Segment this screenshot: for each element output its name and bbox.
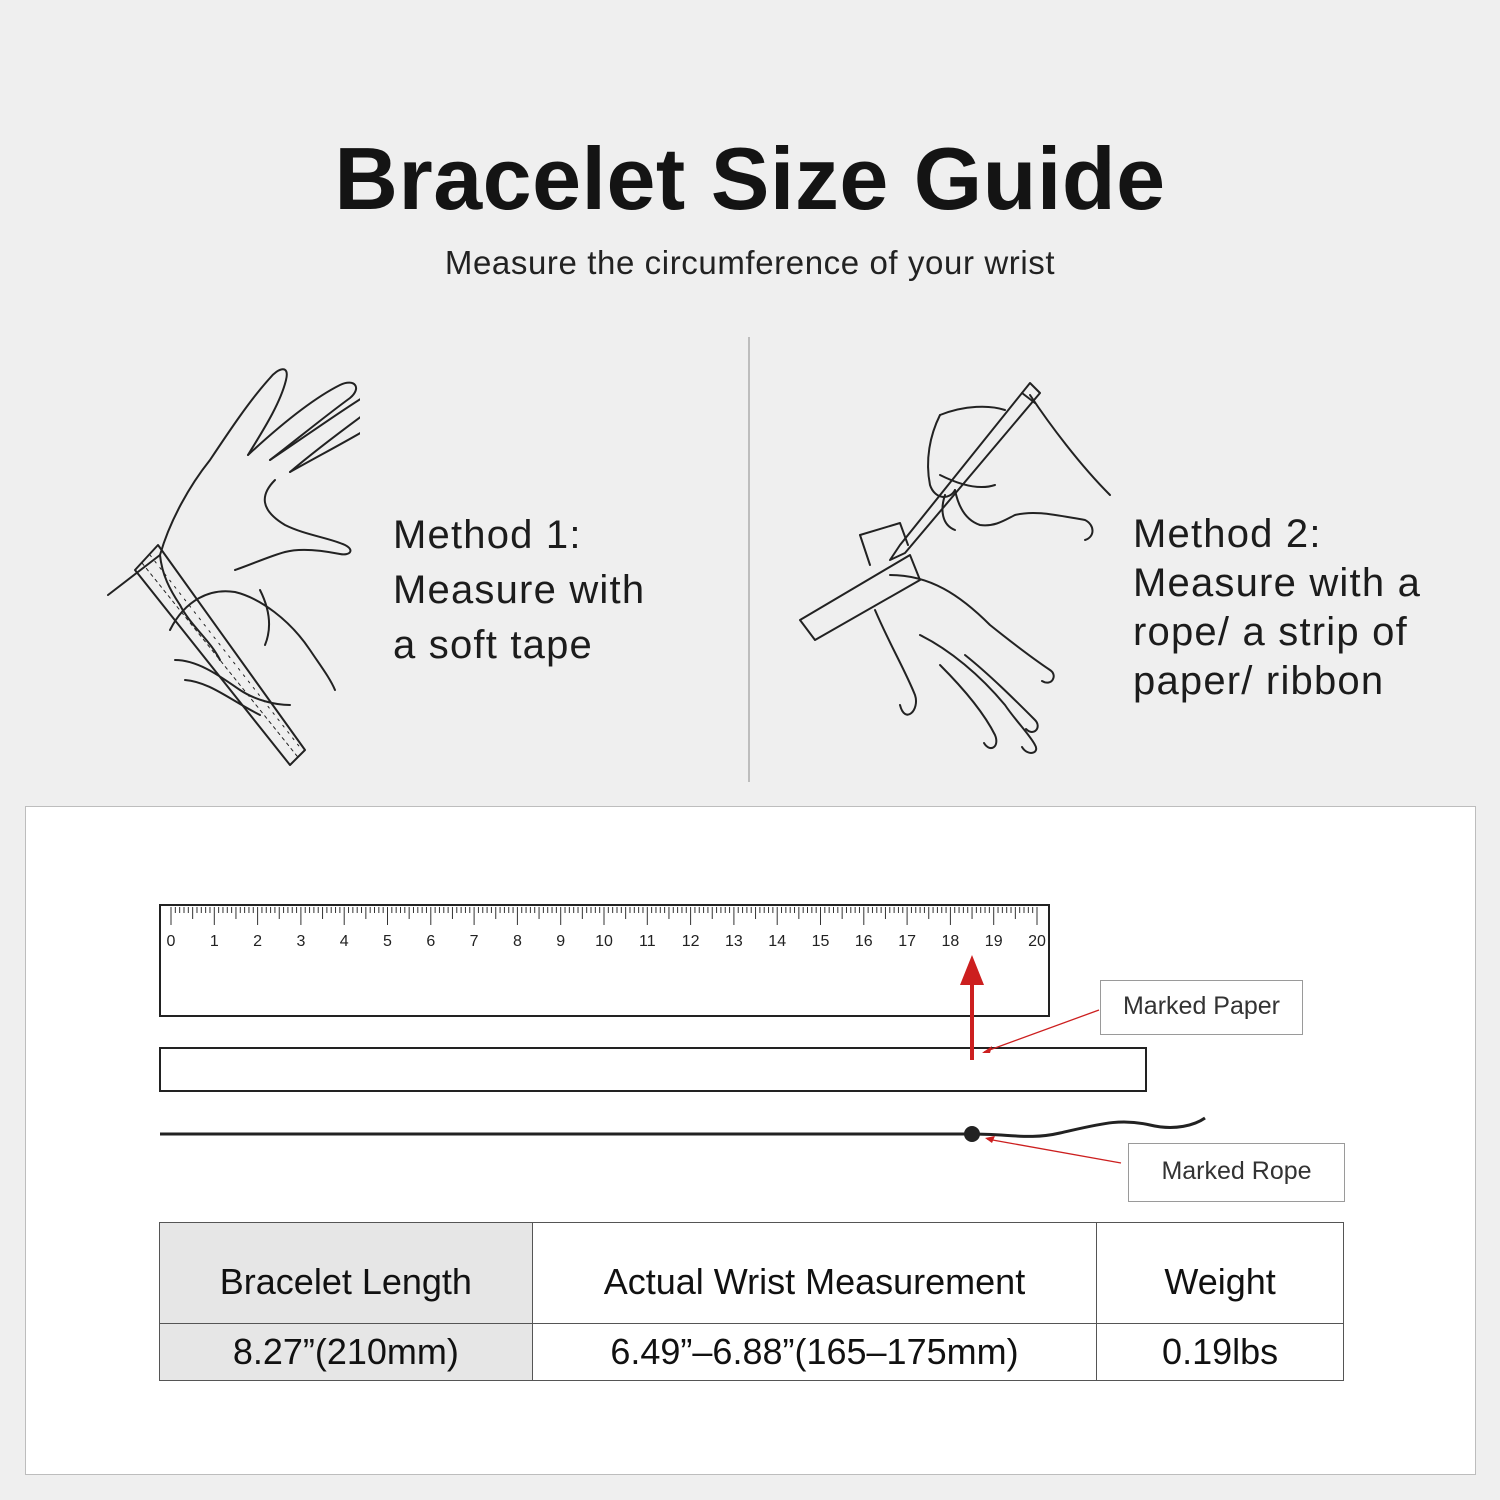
- ruler-tick-label: 14: [768, 933, 787, 950]
- ruler-labels: [167, 933, 1046, 950]
- header-wrist-measurement: Actual Wrist Measurement: [532, 1223, 1096, 1324]
- marked-paper-label: Marked Paper: [1100, 980, 1303, 1035]
- rope-callout-line: [987, 1139, 1121, 1163]
- marked-rope-label: Marked Rope: [1128, 1143, 1345, 1202]
- ruler-ticks: [171, 907, 1037, 925]
- ruler-tick-label: 0: [166, 933, 176, 950]
- size-table-header-row: [160, 1223, 1344, 1324]
- ruler-tick-label: 7: [469, 933, 479, 950]
- ruler-tick-label: 16: [854, 933, 873, 950]
- method-2-heading: Method 2:: [1133, 512, 1322, 556]
- cell-wrist-measurement: 6.49”–6.88”(165–175mm): [532, 1324, 1096, 1381]
- page-title: Bracelet Size Guide: [334, 129, 1166, 228]
- ruler-tick-label: 19: [984, 933, 1003, 950]
- method-2-line: rope/ a strip of: [1133, 610, 1408, 654]
- ruler-tick-label: 15: [811, 933, 830, 950]
- page-subtitle: Measure the circumference of your wrist: [444, 244, 1056, 281]
- ruler-tick-label: 4: [339, 933, 349, 950]
- method-1-heading: Method 1:: [393, 513, 582, 557]
- method-2-line: Measure with a: [1133, 561, 1422, 605]
- ruler-tick-label: 13: [725, 933, 743, 950]
- header-bracelet-length: Bracelet Length: [160, 1223, 533, 1324]
- ruler-tick-label: 5: [383, 933, 392, 950]
- ruler-tick-label: 9: [556, 933, 566, 950]
- ruler-tick-label: 3: [296, 933, 306, 950]
- ruler-tick-label: 8: [512, 933, 522, 950]
- ruler-tick-label: 1: [209, 933, 219, 950]
- ruler-tick-label: 17: [898, 933, 916, 950]
- ruler-tick-label: 11: [638, 933, 656, 950]
- method-1-line: Measure with: [393, 568, 646, 612]
- ruler-tick-label: 18: [941, 933, 960, 950]
- ruler-tick-label: 10: [595, 933, 613, 950]
- size-table-row: [160, 1324, 1344, 1381]
- size-table: [159, 1222, 1344, 1381]
- rope: [160, 1118, 1205, 1136]
- ruler-tick-label: 2: [253, 933, 263, 950]
- method-2-line: paper/ ribbon: [1133, 659, 1385, 703]
- method-1-line: a soft tape: [393, 623, 593, 667]
- ruler-tick-label: 12: [681, 933, 700, 950]
- cell-bracelet-length: 8.27”(210mm): [160, 1324, 533, 1381]
- ruler-tick-label: 6: [426, 933, 436, 950]
- paper-strip: [160, 1048, 1146, 1091]
- cell-weight: 0.19lbs: [1097, 1324, 1344, 1381]
- header-weight: Weight: [1097, 1223, 1344, 1324]
- ruler-tick-label: 20: [1028, 933, 1046, 950]
- rope-mark-dot: [964, 1126, 980, 1142]
